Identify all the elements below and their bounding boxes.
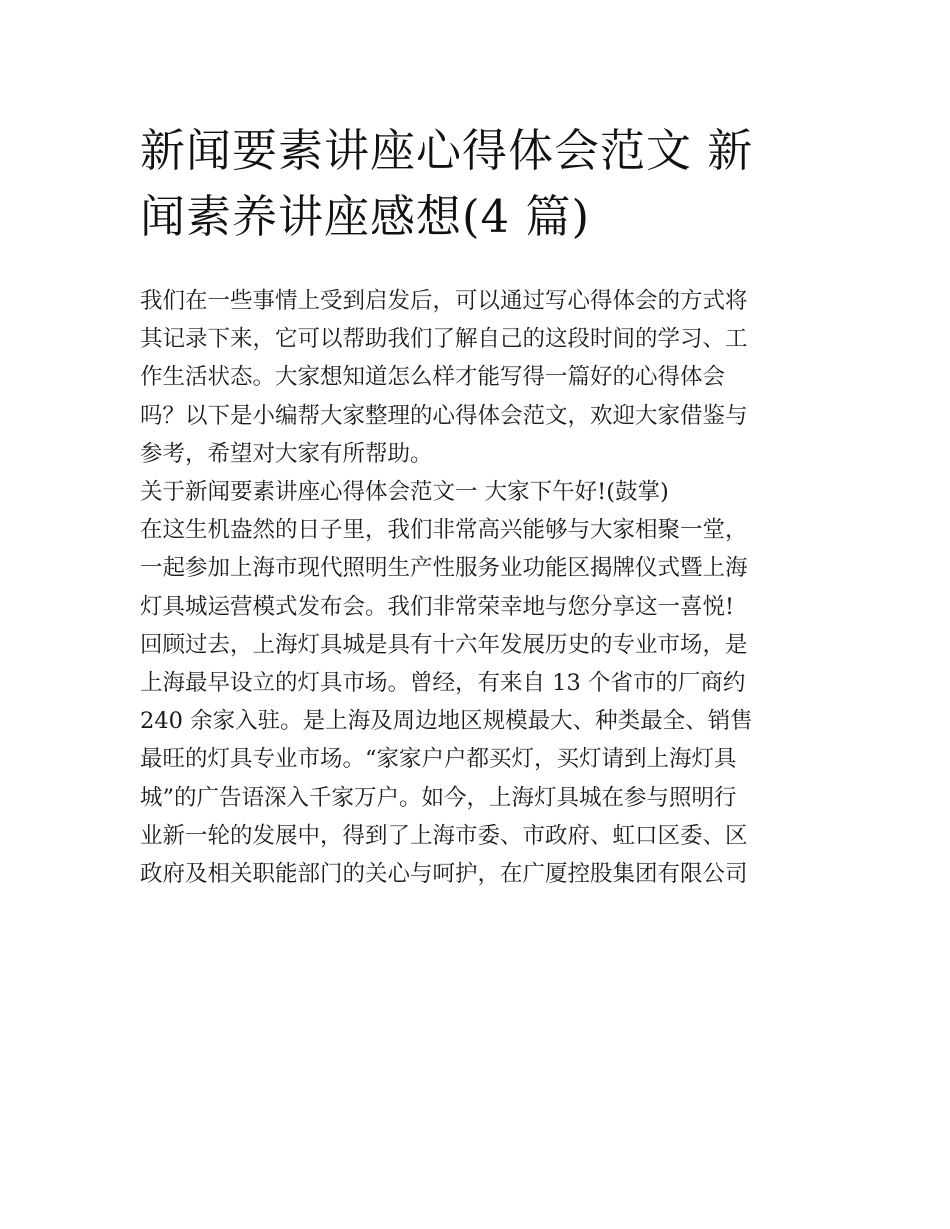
body-line: 参考，希望对大家有所帮助。 — [140, 440, 433, 467]
body-line: 回顾过去，上海灯具城是具有十六年发展历史的专业市场，是 — [140, 631, 748, 658]
title-line-1: 新闻要素讲座心得体会范文 新 — [140, 124, 754, 177]
document-title — [140, 118, 820, 250]
body-line: 城”的广告语深入千家万户。如今，上海灯具城在参与照明行 — [140, 784, 737, 811]
body-line: 业新一轮的发展中，得到了上海市委、市政府、虹口区委、区 — [140, 822, 748, 849]
section-heading-line: 关于新闻要素讲座心得体会范文一 大家下午好!(鼓掌) — [140, 479, 669, 506]
body-line: 上海最早设立的灯具市场。曾经，有来自 13 个省市的厂商约 — [140, 670, 746, 697]
body-line: 政府及相关职能部门的关心与呵护，在广厦控股集团有限公司 — [140, 861, 748, 888]
body-line: 一起参加上海市现代照明生产性服务业功能区揭牌仪式暨上海 — [140, 555, 748, 582]
document-body — [140, 282, 820, 893]
body-line: 灯具城运营模式发布会。我们非常荣幸地与您分享这一喜悦! — [140, 593, 735, 620]
body-line: 吗？以下是小编帮大家整理的心得体会范文，欢迎大家借鉴与 — [140, 402, 748, 429]
body-line: 作生活状态。大家想知道怎么样才能写得一篇好的心得体会 — [140, 364, 726, 391]
title-line-2: 闻素养讲座感想(4 篇) — [140, 190, 591, 243]
body-line: 240 余家入驻。是上海及周边地区规模最大、种类最全、销售 — [140, 708, 753, 735]
body-line: 我们在一些事情上受到启发后，可以通过写心得体会的方式将 — [140, 288, 748, 314]
body-line: 在这生机盎然的日子里，我们非常高兴能够与大家相聚一堂， — [140, 517, 748, 544]
body-line: 最旺的灯具专业市场。“家家户户都买灯，买灯请到上海灯具 — [140, 746, 737, 773]
body-line: 其记录下来，它可以帮助我们了解自己的这段时间的学习、工 — [140, 326, 748, 353]
